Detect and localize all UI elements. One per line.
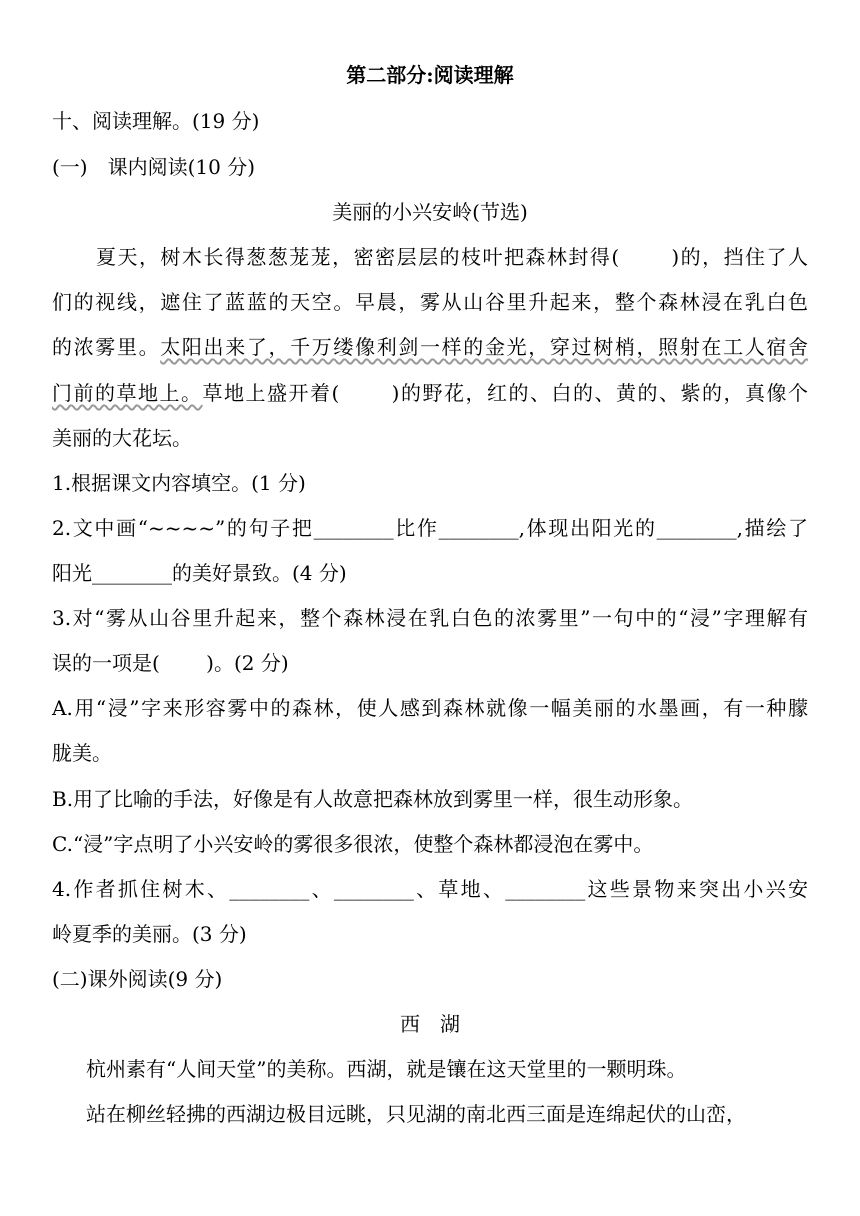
passage1-line1: 夏天，树木长得葱葱茏茏，密密层层的枝叶把森林封得( )的，挡住了人 (96, 245, 808, 269)
passage1-line5: 美丽的大花坛。 (52, 426, 192, 450)
passage1-line2: 们的视线，遮住了蓝蓝的天空。早晨，雾从山谷里升起来，整个森林浸在乳白色 (52, 290, 808, 314)
wavy-underlined-sentence-part2: 门前的草地上。 (52, 381, 203, 405)
part2-label: (二)课外阅读(9 分) (52, 967, 223, 991)
wavy-underlined-sentence-part1: 太阳出来了，千万缕像利剑一样的金光，穿过树梢，照射在工人宿舍 (160, 335, 809, 359)
question-3-line1: 3.对“雾从山谷里升起来，整个森林浸在乳白色的浓雾里”一句中的“浸”字理解有 (52, 606, 808, 630)
question-1: 1.根据课文内容填空。(1 分) (52, 471, 306, 495)
option-b: B.用了比喻的手法，好像是有人故意把森林放到雾里一样，很生动形象。 (52, 787, 694, 811)
passage2-line1: 杭州素有“人间天堂”的美称。西湖，就是镶在这天堂里的一颗明珠。 (86, 1057, 687, 1081)
option-a-line2: 胧美。 (52, 741, 112, 765)
question-2-line1: 2.文中画“~~~~”的句子把________比作________,体现出阳光的________,描绘了 (52, 516, 808, 540)
passage1-line4 (52, 380, 808, 406)
option-a-line1: A.用“浸”字来形容雾中的森林，使人感到森林就像一幅美丽的水墨画，有一种朦 (52, 696, 808, 720)
option-c: C.“浸”字点明了小兴安岭的雾很多很浓，使整个森林都浸泡在雾中。 (52, 832, 654, 856)
part2-title: 西 湖 (400, 1012, 460, 1036)
part1-label: (一) 课内阅读(10 分) (52, 155, 256, 179)
reading-heading: 十、阅读理解。(19 分) (52, 109, 260, 133)
passage1-line3-a: 的浓雾里。 (52, 335, 161, 359)
passage1-line4-b: 草地上盛开着( )的野花，红的、白的、黄的、紫的，真像个 (202, 381, 809, 405)
question-4-line2: 岭夏季的美丽。(3 分) (52, 922, 247, 946)
question-4-line1: 4.作者抓住树木、________、________、草地、________这些景物来突出小兴安 (52, 877, 808, 901)
question-2-line2: 阳光________的美好景致。(4 分) (52, 561, 347, 585)
passage2-line2: 站在柳丝轻拂的西湖边极目远眺，只见湖的南北西三面是连绵起伏的山峦， (86, 1102, 746, 1126)
question-3-line2: 误的一项是( )。(2 分) (52, 651, 289, 675)
section-title: 第二部分:阅读理解 (346, 63, 514, 87)
part1-title: 美丽的小兴安岭(节选) (332, 200, 528, 224)
passage1-line3 (52, 334, 808, 360)
